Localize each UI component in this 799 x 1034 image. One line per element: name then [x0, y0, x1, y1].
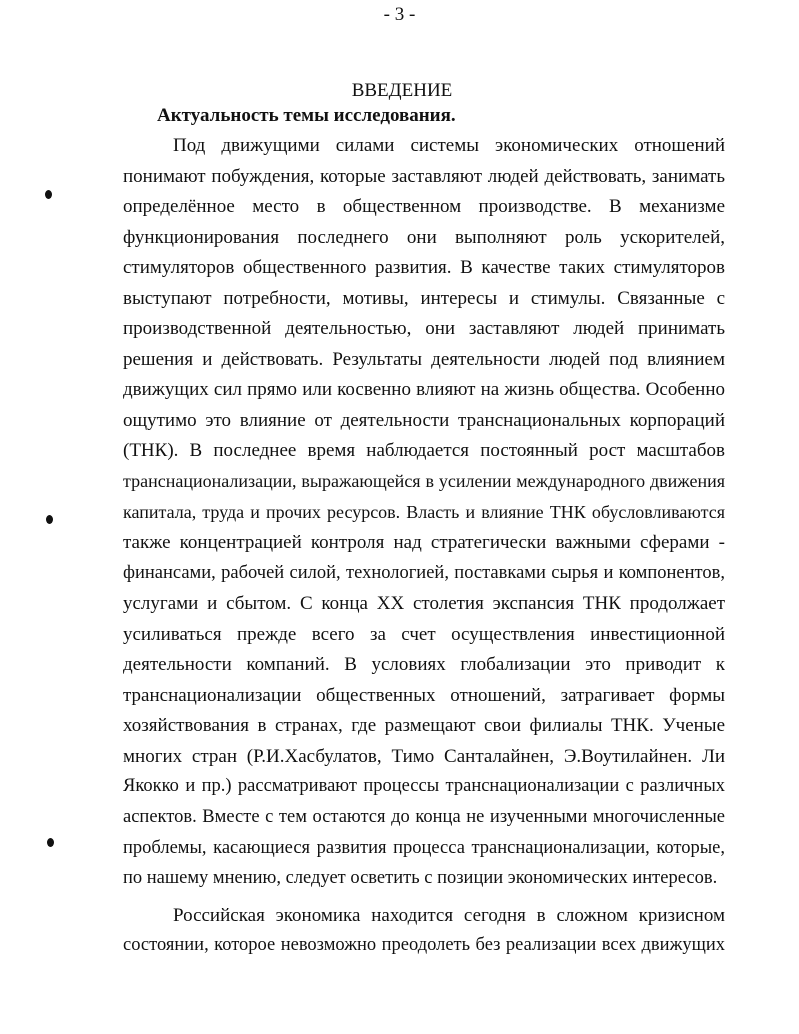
page-number: - 3 -: [383, 4, 416, 25]
text-line: капитала, труда и прочих ресурсов. Власть и влияние ТНК обусловливаются: [123, 501, 725, 522]
text-line: движущих сил прямо или косвенно влияют на жизнь общества. Особенно: [123, 379, 725, 401]
text-line: транснационализации общественных отношений, затрагивает формы: [123, 684, 725, 706]
text-line: Российская экономика находится сегодня в сложном кризисном: [173, 904, 725, 926]
paragraph: [123, 133, 725, 897]
text-line: аспектов. Вместе с тем остаются до конца не изученными многочисленные: [123, 807, 725, 828]
text-line: деятельности компаний. В условиях глобализации это приводит к: [123, 654, 725, 676]
paragraph: [123, 903, 725, 964]
text-line: ощутимо это влияние от деятельности транснациональных корпораций: [123, 409, 725, 431]
text-line: (ТНК). В последнее время наблюдается постоянный рост масштабов: [123, 440, 725, 462]
body-text: [123, 133, 725, 964]
text-line: услугами и сбытом. С конца XX столетия экспансия ТНК продолжает: [123, 593, 725, 615]
text-line: Якокко и пр.) рассматривают процессы транснационализации с различных: [123, 776, 725, 797]
binding-hole-mark: [45, 190, 52, 199]
text-line: выступают потребности, мотивы, интересы и стимулы. Связанные с: [123, 287, 725, 309]
text-line: функционирования последнего они выполняют роль ускорителей,: [123, 226, 725, 248]
text-line: финансами, рабочей силой, технологией, поставками сырья и компонентов,: [123, 562, 725, 583]
text-line: состоянии, которое невозможно преодолеть без реализации всех движущих: [123, 935, 725, 956]
text-line: многих стран (Р.И.Хасбулатов, Тимо Санталайнен, Э.Воутилайнен. Ли: [123, 745, 725, 767]
text-line: транснационализации, выражающейся в усилении международного движения: [123, 471, 725, 492]
text-line: усиливаться прежде всего за счет осуществления инвестиционной: [123, 623, 725, 645]
text-line: стимуляторов общественного развития. В качестве таких стимуляторов: [123, 257, 725, 279]
text-line: по нашему мнению, следует осветить с позиции экономических интересов.: [123, 868, 718, 889]
section-heading: ВВЕДЕНИЕ: [351, 80, 453, 101]
text-line: также концентрацией контроля над стратегически важными сферами -: [123, 532, 725, 554]
text-line: проблемы, касающиеся развития процесса транснационализации, которые,: [123, 837, 725, 858]
text-line: Под движущими силами системы экономических отношений: [173, 135, 725, 156]
section-subheading: Актуальность темы исследования.: [157, 105, 456, 126]
text-line: производственной деятельностью, они заставляют людей принимать: [123, 318, 725, 340]
text-line: решения и действовать. Результаты деятельности людей под влиянием: [123, 348, 725, 370]
text-line: понимают побуждения, которые заставляют людей действовать, занимать: [123, 165, 725, 187]
text-line: определённое место в общественном производстве. В механизме: [123, 196, 725, 218]
binding-hole-mark: [47, 838, 54, 847]
binding-hole-mark: [46, 515, 53, 524]
text-line: хозяйствования в странах, где размещают свои филиалы ТНК. Ученые: [123, 715, 725, 737]
